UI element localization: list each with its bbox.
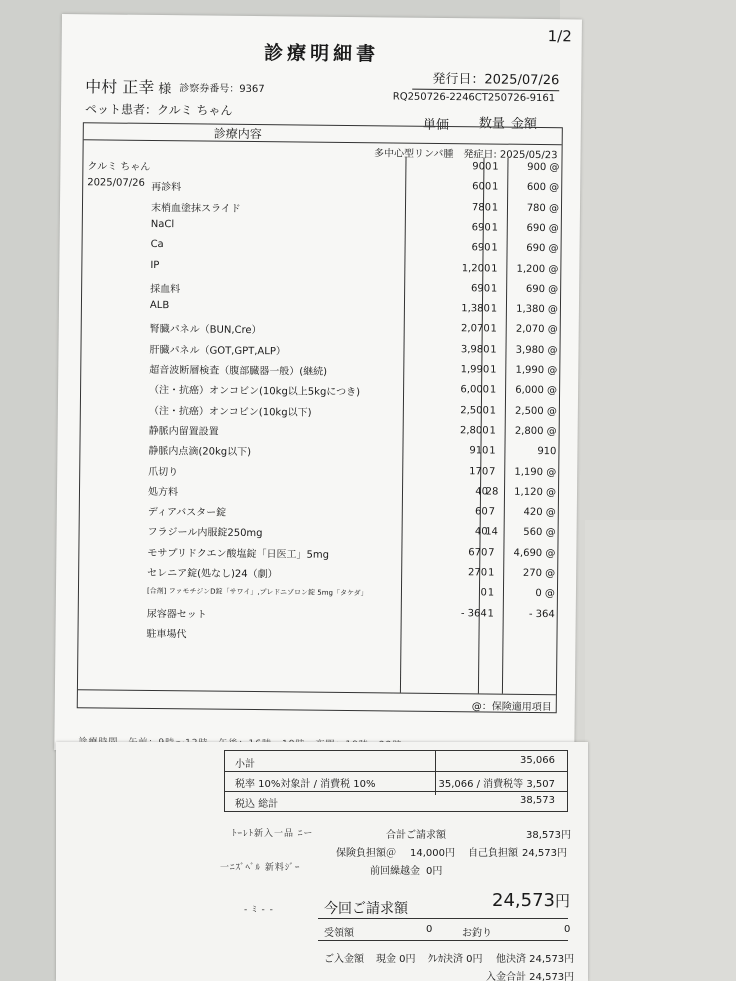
item-name: 末梢血塗抹スライド [150,202,241,215]
carryover-value: 0円 [426,866,443,877]
amount: 2,800 @ [514,425,557,438]
table-row [82,236,562,259]
document-title: 診療明細書 [263,42,380,66]
received-value: 0 [426,924,433,935]
issue-date: 発行日：2025/07/26 [412,68,559,92]
self-pay-label: 自己負担額 [468,848,518,859]
table-row [80,439,560,462]
quantity: 1 [489,384,497,396]
total-request-label: 合計ご請求額 [386,830,446,841]
amount: 600 @ [526,182,560,194]
insurance-footnote: @：保険適用項目 [471,701,552,714]
current-request-label: 今回ご請求額 [324,901,408,917]
item-name: 爪切り [148,466,179,478]
insurance-value: 14,000円 [410,848,455,859]
unit-price: 40 [475,486,489,498]
amount: - 364 [528,608,555,620]
table-row [79,561,559,584]
item-name: 再診料 [151,182,182,194]
tax-label: 税率 10%対象計 / 消費税 10% [235,779,376,790]
customer-name: 中村 正幸 [85,77,155,97]
table-row [83,155,563,178]
item-name: 駐車場代 [146,628,187,641]
quantity: 1 [491,202,499,214]
item-name: 尿容器セット [146,608,207,621]
quantity: 1 [490,303,498,315]
item-name: 肝臓パネル（GOT,GPT,ALP） [149,344,286,358]
page-number: 1/2 [547,27,572,46]
handwritten-note-2: 一ﾆｽﾞﾍﾞﾙ 新料ｼﾞｰ [220,863,301,873]
amount: 3,980 @ [515,344,558,356]
item-name: 腎臓パネル（BUN,Cre） [149,324,262,337]
quantity: 1 [490,364,497,376]
table-row [80,521,560,544]
unit-price: 690 [471,222,491,234]
unit-price: 670 [468,546,488,559]
table-row [82,277,562,300]
table-row [80,460,560,483]
amount: 900 @ [527,161,560,174]
table-row [81,399,561,422]
amount: 690 @ [525,283,559,296]
item-name: 静脈内点滴(20kg以下) [148,446,252,459]
table-row [81,338,561,361]
card-payment: ｸﾚｶ決済 0円 [428,954,483,965]
unit-price: 6,000 [460,384,490,396]
table-row [80,480,560,503]
table-row [82,318,562,341]
handwritten-note-3: - ﾐ - - [244,905,274,915]
quantity: 1 [490,283,498,295]
quantity: 14 [485,526,499,538]
item-name: NaCl [150,218,175,231]
table-row [81,379,561,402]
item-name: Ca [150,239,164,251]
unit-price: 270 [468,567,488,579]
pet-patient: ペット患者：クルミ ちゃん [84,102,233,118]
unit-price: 690 [470,283,491,295]
item-name: セレニア錠(処なし)24（劇） [147,567,278,581]
quantity: 1 [491,242,498,254]
unit-price: 0 [480,587,488,599]
quantity: 7 [488,547,495,559]
current-request-value: 24,573 [492,890,555,911]
quantity: 7 [488,465,496,478]
treatment-table [77,122,563,713]
handwritten-note-1: ﾄｰﾚﾄ新入一品 ﾆー [232,829,314,839]
unit-price: 60 [475,506,488,518]
total-value: 38,573 [520,795,555,806]
unit-price: 170 [469,465,489,477]
quantity: 1 [487,587,495,599]
unit-price: 900 [472,161,492,173]
summary-divider [435,751,436,795]
amount: 1,200 @ [516,263,559,275]
quantity: 1 [492,161,499,173]
amount-header: 金額 [510,116,537,132]
tax-summary-box [224,750,568,812]
amount: 1,120 @ [514,486,557,498]
tax-value: 35,066 / 消費税等 3,507 [438,779,555,790]
summary-row-line [225,771,567,772]
item-name: （注・抗癌）オンコビン(10kg以下) [148,405,312,419]
amount: 4,690 @ [513,547,556,559]
amount: 1,190 @ [514,466,557,478]
self-pay-value: 24,573円 [522,848,567,859]
table-row [81,358,561,381]
subtotal-value: 35,066 [520,755,555,766]
table-row [83,216,563,239]
amount: 420 @ [523,506,556,519]
statement-sheet [54,14,582,755]
visit-date: 2025/07/26 [87,177,145,190]
table-row [81,419,561,442]
cash-payment: 現金 0円 [376,954,416,965]
item-name: ALB [149,300,170,312]
quantity-header: 数量 [478,116,505,132]
receipt-number: RQ250726-2246CT250726-9161 [392,91,556,105]
amount: 2,500 @ [514,405,557,417]
amount: 2,070 @ [515,324,558,336]
customer-suffix: 様 [158,82,172,98]
amount: 1,990 @ [515,364,558,377]
unit-price: 600 [472,181,492,193]
unit-price: 1,200 [461,262,491,274]
quantity: 1 [491,222,499,234]
total-request-value: 38,573円 [526,830,571,841]
unit-price: 2,070 [461,323,490,335]
item-name: 静脈内留置設置 [148,425,219,438]
footer-divider [78,689,556,695]
change-value: 0 [564,924,571,935]
quantity: 1 [487,567,495,579]
item-name: ディアバスター錠 [147,507,227,519]
unit-price: 2,800 [459,425,489,437]
unit-price-header: 単価 [422,117,449,134]
table-row [82,257,562,280]
table-row [83,176,563,199]
unit-price: 690 [471,242,491,254]
item-name: 超音波断層検査（腹部臓器一般）(継続) [149,364,328,378]
received-underline [318,940,568,941]
insurance-label: 保険負担額＠ [336,848,396,859]
payment-label: ご入金額 [324,954,364,965]
customer-name-block [85,74,171,98]
amount: 560 @ [523,527,556,539]
payment-total: 入金合計 24,573円 [486,972,575,981]
unit-price: 1,380 [461,303,490,315]
table-row [79,582,559,605]
pet-name: クルミ ちゃん [87,161,151,173]
current-request-underline [318,918,568,919]
quantity: 1 [491,263,498,275]
summary-row-line [225,791,567,792]
quantity: 1 [489,405,497,417]
ticket-number: 診察券番号：9367 [179,83,265,96]
item-name: フラジール内服錠250mg [147,527,263,540]
item-name: 処方料 [147,486,179,499]
subtotal-label: 小計 [235,759,255,770]
quantity: 7 [488,506,496,518]
amount: 270 @ [522,567,556,580]
unit-price: 40 [474,526,488,538]
quantity: 1 [490,323,497,335]
amount: 690 @ [526,222,559,235]
amount: 780 @ [526,202,560,214]
item-name: モサプリドクエン酸塩錠「日医工」5mg [147,547,330,561]
unit-price: 1,990 [460,364,490,376]
item-name: （注・抗癌）オンコビン(10kg以上5kgにつき) [149,385,361,399]
carryover-label: 前回繰越金 [370,866,420,877]
table-row [83,196,563,219]
quantity: 1 [489,445,496,457]
unit-price: 910 [469,445,489,457]
amount: 690 @ [526,243,559,255]
unit-price: 2,500 [460,404,489,417]
content-header: 診療内容 [213,126,262,142]
table-row [78,622,558,645]
background-right-lower [585,520,736,981]
table-row [79,602,559,625]
table-row [80,500,560,523]
diagnosis: 多中心型リンパ腫 発症日: 2025/05/23 [373,148,558,162]
item-name: 採血料 [150,283,181,296]
total-label: 税込 総計 [235,799,279,810]
amount: 910 [537,446,557,458]
current-request-amount [492,890,570,911]
quantity: 1 [490,344,497,356]
other-payment: 他決済 24,573円 [496,954,575,965]
quantity: 1 [487,608,494,620]
amount: 1,380 @ [516,303,558,316]
quantity: 1 [489,425,496,437]
received-label: 受領額 [324,928,354,939]
billing-sheet [56,742,588,981]
amount: 0 @ [535,588,556,600]
table-row [79,541,559,564]
item-name: [合剤] ファモチジンD錠「サワイ」,プレドニゾロン錠 5mg「タケダ」 [146,587,368,598]
unit-price: 3,980 [460,343,490,356]
table-row [82,297,562,320]
item-name: IP [150,259,160,271]
quantity: 28 [485,486,499,498]
header-divider [84,139,562,145]
current-request-yen: 円 [554,892,570,910]
unit-price: - 364 [460,607,487,620]
change-label: お釣り [462,928,492,939]
amount: 6,000 @ [515,385,558,397]
unit-price: 780 [471,201,492,214]
quantity: 1 [491,181,499,193]
